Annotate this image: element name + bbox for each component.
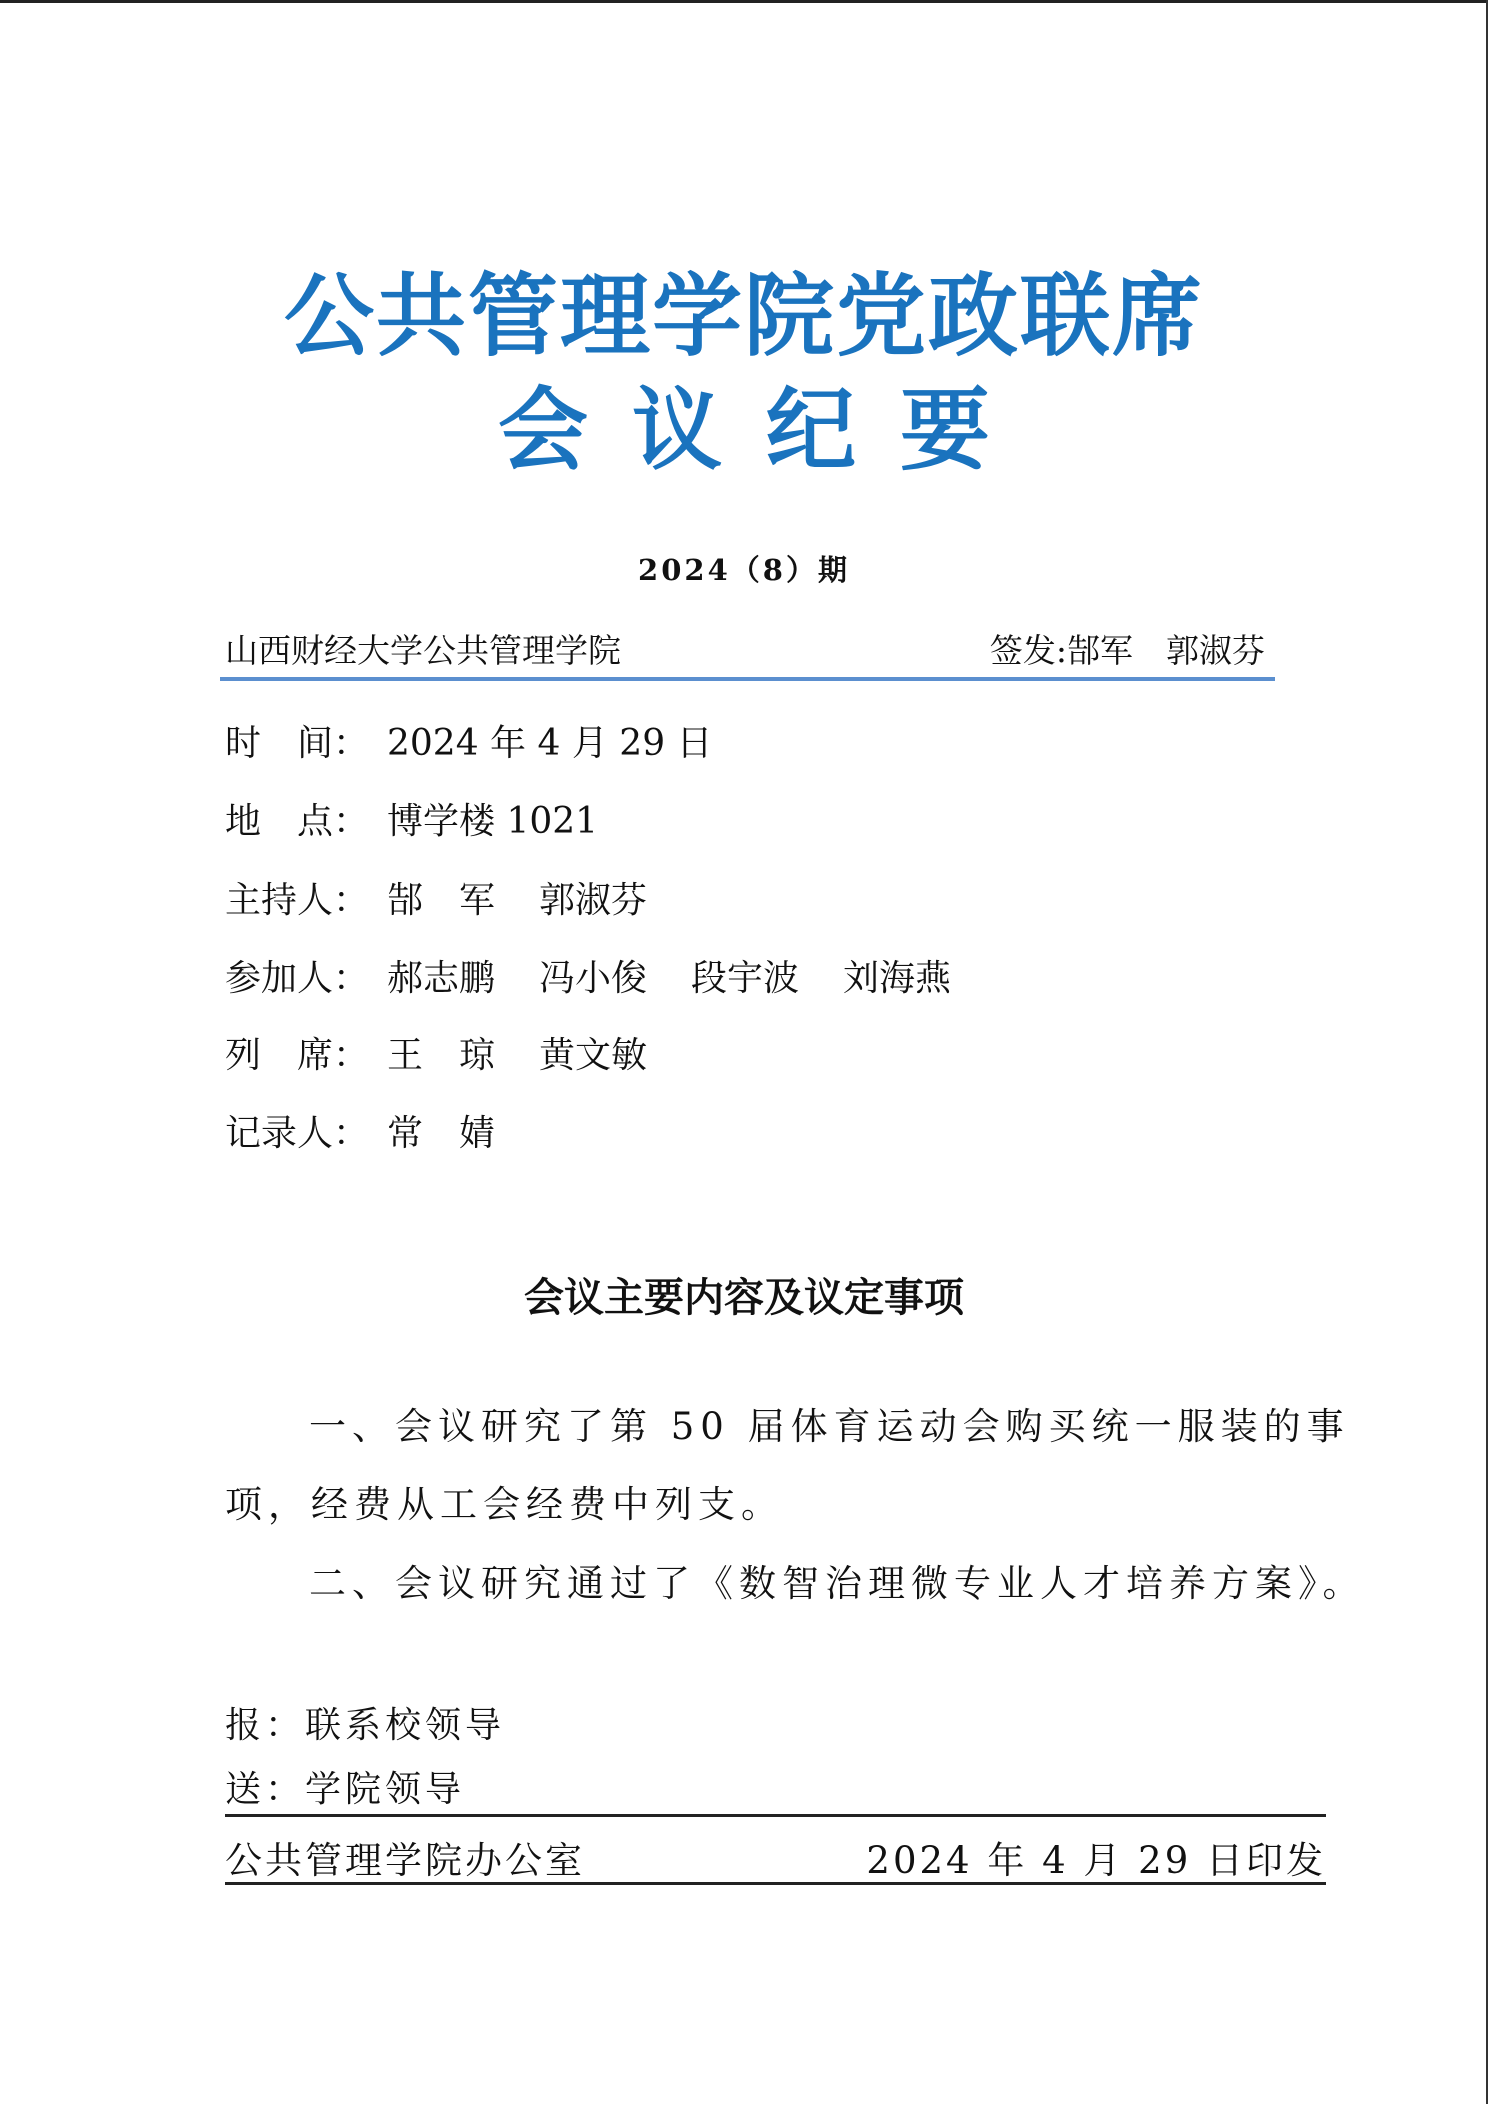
info-value: 王 琼: [387, 1035, 496, 1076]
signer-label: 签发:: [989, 631, 1067, 670]
send-to: 送：学院领导: [225, 1769, 466, 1810]
info-label: 列 席：: [225, 1035, 370, 1076]
info-label: 时 间：: [225, 723, 370, 764]
info-values: [387, 879, 647, 923]
header-divider: [220, 677, 1275, 681]
issuer-row: [225, 625, 1265, 672]
issuing-office: 公共管理学院办公室: [225, 1839, 585, 1882]
document-subtitle: 会议纪要: [498, 378, 1034, 483]
info-label: 地 点：: [225, 801, 370, 842]
info-values: [387, 1112, 495, 1156]
info-value: 郜 军: [387, 880, 496, 921]
info-values: [387, 1034, 647, 1078]
info-values: [387, 800, 598, 844]
issue-number: 2024（8）期: [638, 553, 850, 587]
organization-name: 山西财经大学公共管理学院: [225, 631, 621, 670]
info-value: 博学楼 1021: [387, 801, 599, 842]
info-value: 郭淑芬: [539, 880, 648, 921]
signer-names: 郜军 郭淑芬: [1067, 631, 1265, 670]
info-values: [387, 957, 951, 1001]
signer: [990, 625, 1265, 672]
section-heading: 会议主要内容及议定事项: [524, 1275, 964, 1321]
info-value: 郝志鹏: [387, 958, 496, 999]
paragraph-1-line-2: 项，经费从工会经费中列支。: [225, 1483, 784, 1526]
info-label: 参加人：: [225, 958, 370, 999]
info-row: [225, 879, 647, 923]
info-value: 2024 年 4 月 29 日: [387, 723, 713, 764]
info-label: 主持人：: [225, 880, 370, 921]
info-value: 刘海燕: [843, 958, 952, 999]
paragraph-2: 二、会议研究通过了《数智治理微专业人才培养方案》。: [309, 1562, 1366, 1605]
paragraph-1-line-1: 一、会议研究了第 50 届体育运动会购买统一服装的事: [309, 1405, 1350, 1448]
info-row: [225, 722, 713, 766]
info-value: 冯小俊: [539, 958, 648, 999]
info-values: [387, 722, 713, 766]
footer-row: [225, 1830, 1326, 1884]
info-value: 段宇波: [691, 958, 800, 999]
info-value: 黄文敏: [539, 1035, 648, 1076]
footer-bottom-rule: [225, 1882, 1326, 1885]
info-row: [225, 957, 951, 1001]
info-value: 常 婧: [387, 1113, 496, 1154]
info-row: [225, 1112, 495, 1156]
page-top-border: [0, 0, 1488, 3]
info-row: [225, 1034, 647, 1078]
document-title: 公共管理学院党政联席: [284, 264, 1204, 369]
footer-top-rule: [225, 1814, 1326, 1817]
info-label: 记录人：: [225, 1113, 370, 1154]
issue-date: 2024 年 4 月 29 日印发: [866, 1839, 1326, 1882]
info-row: [225, 800, 598, 844]
report-to: 报：联系校领导: [225, 1705, 506, 1746]
